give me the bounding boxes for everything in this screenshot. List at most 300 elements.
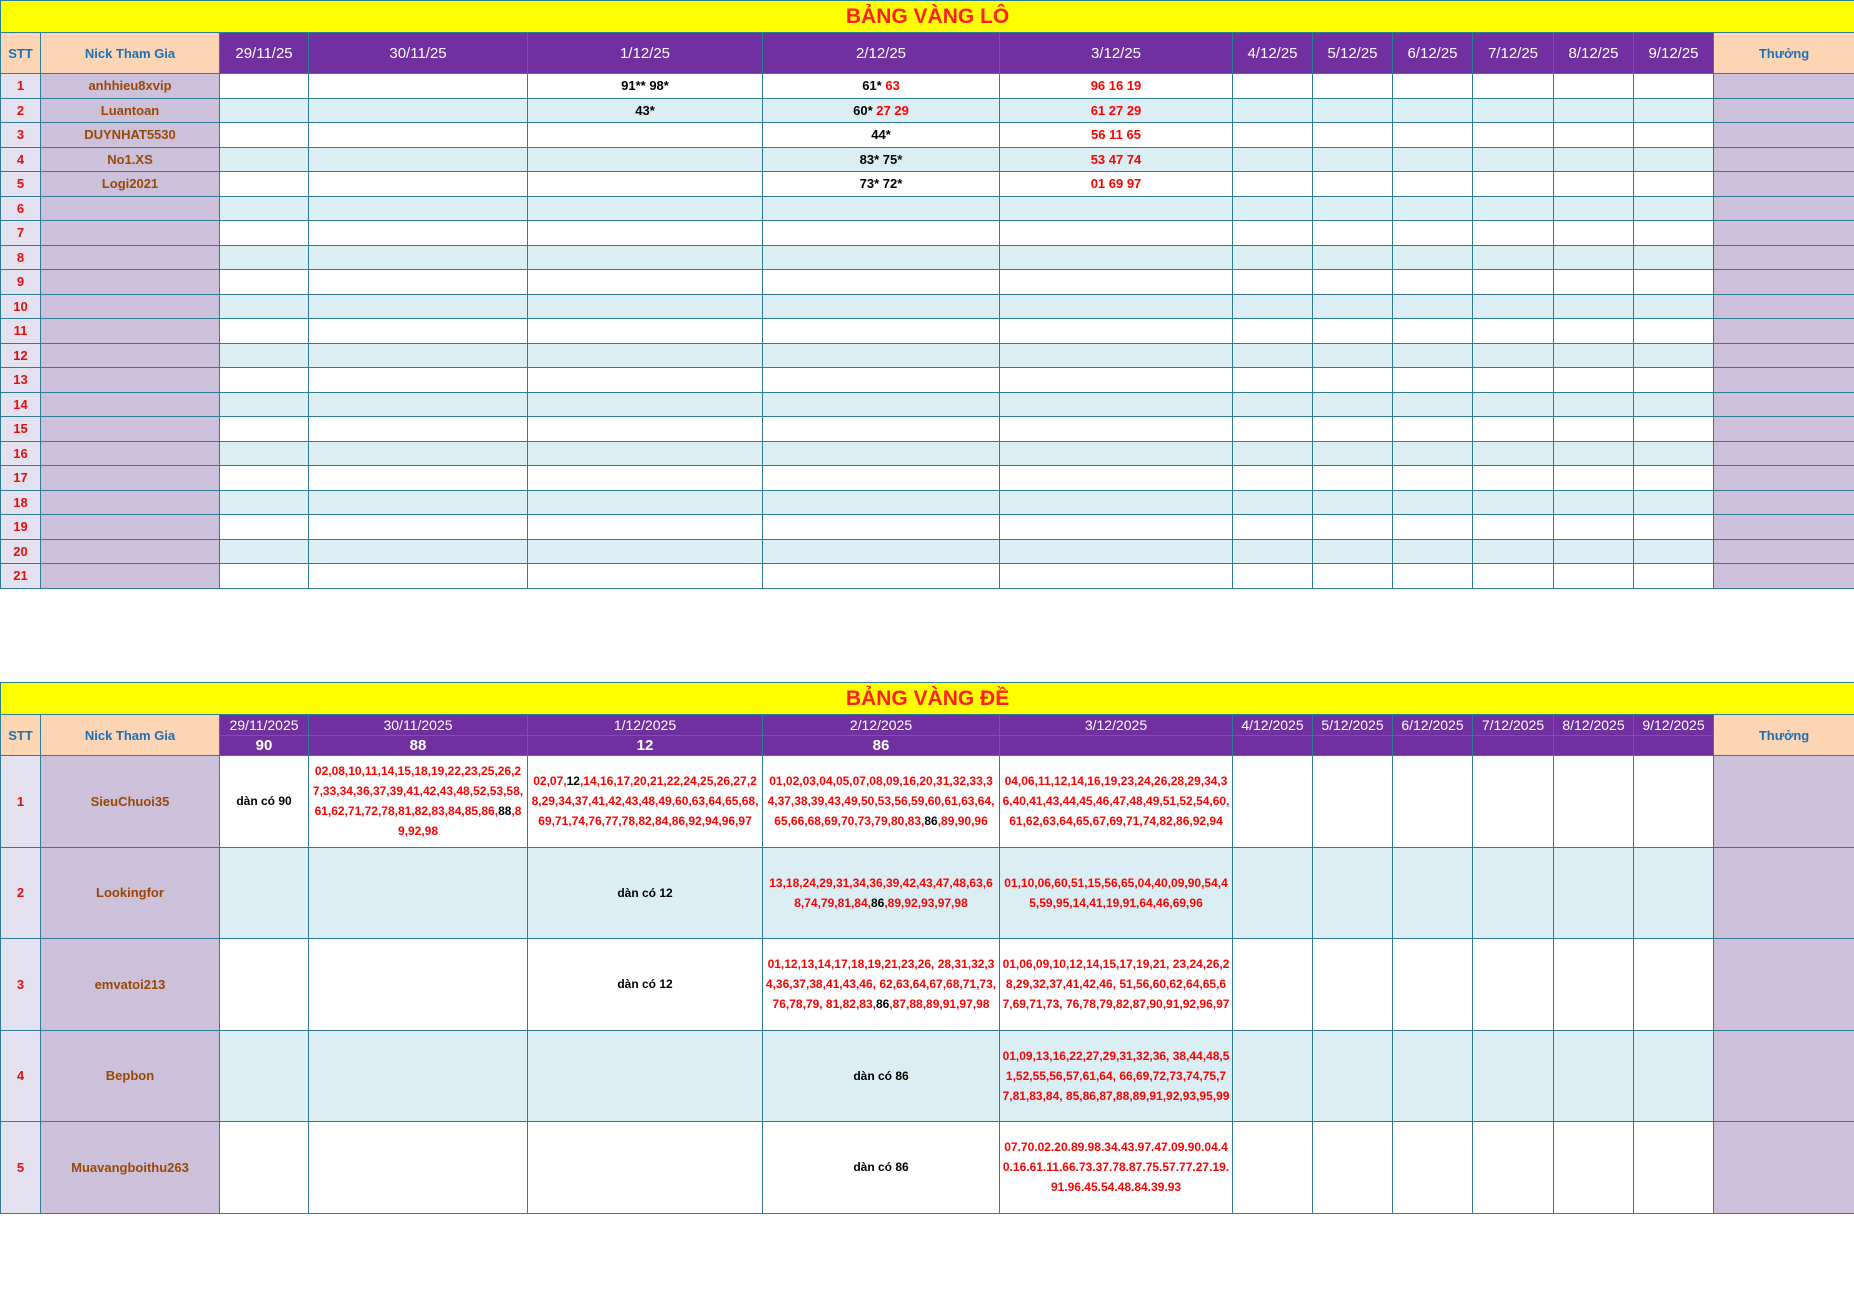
table-cell[interactable] (1233, 417, 1313, 442)
table-cell[interactable] (1313, 756, 1393, 848)
table-cell[interactable] (1634, 939, 1714, 1031)
table-cell[interactable] (1233, 147, 1313, 172)
table-cell[interactable] (220, 221, 309, 246)
table-cell[interactable] (763, 1122, 1000, 1214)
table-cell[interactable] (220, 392, 309, 417)
table-cell[interactable] (1634, 294, 1714, 319)
table-cell[interactable] (1233, 343, 1313, 368)
nick-cell[interactable] (41, 343, 220, 368)
table-cell[interactable] (1233, 1030, 1313, 1122)
reward-cell[interactable] (1714, 490, 1854, 515)
table-cell[interactable] (220, 98, 309, 123)
table-cell[interactable] (220, 270, 309, 295)
table-cell[interactable] (1554, 539, 1634, 564)
table-cell[interactable] (763, 392, 1000, 417)
table-cell[interactable] (1634, 1122, 1714, 1214)
table-cell[interactable] (220, 245, 309, 270)
table-cell[interactable] (1313, 490, 1393, 515)
nick-cell[interactable] (41, 270, 220, 295)
table-cell[interactable] (1554, 196, 1634, 221)
table-cell[interactable] (1233, 564, 1313, 589)
table-cell[interactable] (1393, 172, 1473, 197)
reward-cell[interactable] (1714, 74, 1854, 99)
table-cell[interactable] (1634, 343, 1714, 368)
table-cell[interactable] (1473, 245, 1554, 270)
table-cell[interactable] (1000, 368, 1233, 393)
table-cell[interactable] (1473, 490, 1554, 515)
table-cell[interactable] (528, 417, 763, 442)
nick-cell[interactable]: SieuChuoi35 (41, 756, 220, 848)
table-cell[interactable] (1233, 245, 1313, 270)
table-cell[interactable] (1233, 74, 1313, 99)
table-cell[interactable] (1473, 319, 1554, 344)
table-cell[interactable] (1473, 1122, 1554, 1214)
table-cell[interactable] (1473, 221, 1554, 246)
reward-cell[interactable] (1714, 392, 1854, 417)
table-cell[interactable] (1233, 196, 1313, 221)
table-cell[interactable] (763, 466, 1000, 491)
nick-cell[interactable]: DUYNHAT5530 (41, 123, 220, 148)
table-cell[interactable] (763, 441, 1000, 466)
reward-cell[interactable] (1714, 1030, 1854, 1122)
table-cell[interactable] (1473, 123, 1554, 148)
table-cell[interactable] (1554, 490, 1634, 515)
table-cell[interactable] (1233, 515, 1313, 540)
table-cell[interactable] (309, 490, 528, 515)
table-cell[interactable] (1393, 539, 1473, 564)
table-cell[interactable] (528, 98, 763, 123)
table-cell[interactable] (1313, 196, 1393, 221)
table-cell[interactable] (528, 539, 763, 564)
table-cell[interactable] (1233, 490, 1313, 515)
reward-cell[interactable] (1714, 245, 1854, 270)
nick-cell[interactable] (41, 245, 220, 270)
table-cell[interactable] (1000, 74, 1233, 99)
table-cell[interactable] (220, 368, 309, 393)
table-cell[interactable] (1313, 123, 1393, 148)
reward-cell[interactable] (1714, 1122, 1854, 1214)
table-cell[interactable] (1554, 441, 1634, 466)
table-cell[interactable] (763, 490, 1000, 515)
table-cell[interactable] (1393, 417, 1473, 442)
table-cell[interactable] (1000, 417, 1233, 442)
table-cell[interactable] (1473, 343, 1554, 368)
table-cell[interactable] (1393, 147, 1473, 172)
table-cell[interactable] (1233, 756, 1313, 848)
table-cell[interactable] (220, 466, 309, 491)
table-cell[interactable] (1634, 74, 1714, 99)
table-cell[interactable] (1554, 245, 1634, 270)
table-cell[interactable] (1313, 392, 1393, 417)
table-cell[interactable] (1554, 343, 1634, 368)
table-cell[interactable] (1000, 756, 1233, 848)
table-cell[interactable] (309, 392, 528, 417)
table-cell[interactable] (1554, 1122, 1634, 1214)
table-cell[interactable] (1000, 147, 1233, 172)
table-cell[interactable] (528, 74, 763, 99)
table-cell[interactable] (763, 756, 1000, 848)
table-cell[interactable] (1554, 123, 1634, 148)
reward-cell[interactable] (1714, 98, 1854, 123)
table-cell[interactable] (1634, 368, 1714, 393)
table-cell[interactable] (1393, 515, 1473, 540)
table-cell[interactable] (763, 564, 1000, 589)
table-cell[interactable] (1393, 294, 1473, 319)
table-cell[interactable] (1313, 1122, 1393, 1214)
table-cell[interactable] (1473, 417, 1554, 442)
table-cell[interactable] (1554, 98, 1634, 123)
table-cell[interactable] (309, 221, 528, 246)
table-cell[interactable] (1634, 564, 1714, 589)
table-cell[interactable] (1233, 270, 1313, 295)
table-cell[interactable] (528, 939, 763, 1031)
table-cell[interactable] (1233, 539, 1313, 564)
table-cell[interactable] (1000, 466, 1233, 491)
table-cell[interactable] (1473, 196, 1554, 221)
table-cell[interactable] (763, 74, 1000, 99)
nick-cell[interactable] (41, 539, 220, 564)
table-cell[interactable] (1000, 196, 1233, 221)
table-cell[interactable] (1634, 1030, 1714, 1122)
table-cell[interactable] (1393, 319, 1473, 344)
table-cell[interactable] (1000, 441, 1233, 466)
table-cell[interactable] (220, 417, 309, 442)
table-cell[interactable] (1554, 1030, 1634, 1122)
table-cell[interactable] (220, 1122, 309, 1214)
table-cell[interactable] (763, 539, 1000, 564)
table-cell[interactable] (1473, 294, 1554, 319)
table-cell[interactable] (763, 147, 1000, 172)
table-cell[interactable] (763, 123, 1000, 148)
table-cell[interactable] (1393, 245, 1473, 270)
table-cell[interactable] (1473, 539, 1554, 564)
table-cell[interactable] (528, 1030, 763, 1122)
table-cell[interactable] (763, 221, 1000, 246)
table-cell[interactable] (1313, 417, 1393, 442)
table-cell[interactable] (1554, 939, 1634, 1031)
reward-cell[interactable] (1714, 270, 1854, 295)
table-cell[interactable] (1554, 74, 1634, 99)
table-cell[interactable] (220, 147, 309, 172)
table-cell[interactable] (1473, 466, 1554, 491)
table-cell[interactable] (1393, 847, 1473, 939)
table-cell[interactable] (309, 417, 528, 442)
table-cell[interactable] (1233, 466, 1313, 491)
table-cell[interactable] (1313, 939, 1393, 1031)
table-cell[interactable] (1473, 392, 1554, 417)
nick-cell[interactable] (41, 221, 220, 246)
table-cell[interactable] (220, 1030, 309, 1122)
table-cell[interactable] (1634, 319, 1714, 344)
table-cell[interactable] (1313, 343, 1393, 368)
table-cell[interactable] (528, 196, 763, 221)
nick-cell[interactable] (41, 417, 220, 442)
table-cell[interactable] (1473, 1030, 1554, 1122)
table-cell[interactable] (1233, 939, 1313, 1031)
table-cell[interactable] (1634, 221, 1714, 246)
nick-cell[interactable] (41, 515, 220, 540)
table-cell[interactable] (1554, 147, 1634, 172)
table-cell[interactable] (309, 939, 528, 1031)
table-cell[interactable] (1000, 221, 1233, 246)
table-cell[interactable] (528, 515, 763, 540)
table-cell[interactable] (309, 756, 528, 848)
table-cell[interactable] (1393, 368, 1473, 393)
reward-cell[interactable] (1714, 319, 1854, 344)
table-cell[interactable] (1000, 1122, 1233, 1214)
table-cell[interactable] (1554, 319, 1634, 344)
reward-cell[interactable] (1714, 294, 1854, 319)
table-cell[interactable] (763, 196, 1000, 221)
table-cell[interactable] (528, 466, 763, 491)
table-cell[interactable] (1233, 392, 1313, 417)
table-cell[interactable] (1634, 515, 1714, 540)
nick-cell[interactable] (41, 392, 220, 417)
table-cell[interactable] (309, 123, 528, 148)
table-cell[interactable] (1233, 294, 1313, 319)
table-cell[interactable] (528, 368, 763, 393)
table-cell[interactable] (1634, 98, 1714, 123)
nick-cell[interactable] (41, 319, 220, 344)
reward-cell[interactable] (1714, 221, 1854, 246)
reward-cell[interactable] (1714, 756, 1854, 848)
table-cell[interactable] (1634, 270, 1714, 295)
table-cell[interactable] (309, 564, 528, 589)
table-cell[interactable] (1554, 466, 1634, 491)
table-cell[interactable] (309, 847, 528, 939)
table-cell[interactable] (763, 1030, 1000, 1122)
reward-cell[interactable] (1714, 343, 1854, 368)
table-cell[interactable] (1313, 466, 1393, 491)
table-cell[interactable] (1233, 847, 1313, 939)
table-cell[interactable] (220, 756, 309, 848)
table-cell[interactable] (1473, 564, 1554, 589)
table-cell[interactable] (528, 490, 763, 515)
reward-cell[interactable] (1714, 847, 1854, 939)
table-cell[interactable] (309, 441, 528, 466)
table-cell[interactable] (1554, 270, 1634, 295)
table-cell[interactable] (1473, 368, 1554, 393)
table-cell[interactable] (528, 847, 763, 939)
reward-cell[interactable] (1714, 123, 1854, 148)
nick-cell[interactable] (41, 490, 220, 515)
reward-cell[interactable] (1714, 564, 1854, 589)
table-cell[interactable] (1000, 939, 1233, 1031)
table-cell[interactable] (309, 515, 528, 540)
table-cell[interactable] (309, 368, 528, 393)
table-cell[interactable] (763, 98, 1000, 123)
table-cell[interactable] (1634, 147, 1714, 172)
table-cell[interactable] (1634, 466, 1714, 491)
table-cell[interactable] (1233, 441, 1313, 466)
table-cell[interactable] (309, 466, 528, 491)
table-cell[interactable] (220, 564, 309, 589)
reward-cell[interactable] (1714, 368, 1854, 393)
table-cell[interactable] (1473, 441, 1554, 466)
table-cell[interactable] (528, 319, 763, 344)
nick-cell[interactable] (41, 294, 220, 319)
table-cell[interactable] (1000, 270, 1233, 295)
nick-cell[interactable] (41, 368, 220, 393)
table-cell[interactable] (1313, 221, 1393, 246)
table-cell[interactable] (309, 196, 528, 221)
table-cell[interactable] (1554, 172, 1634, 197)
table-cell[interactable] (1634, 196, 1714, 221)
table-cell[interactable] (309, 270, 528, 295)
table-cell[interactable] (1393, 756, 1473, 848)
table-cell[interactable] (1393, 98, 1473, 123)
nick-cell[interactable] (41, 466, 220, 491)
table-cell[interactable] (1473, 147, 1554, 172)
table-cell[interactable] (763, 270, 1000, 295)
table-cell[interactable] (1634, 245, 1714, 270)
table-cell[interactable] (763, 417, 1000, 442)
table-cell[interactable] (763, 368, 1000, 393)
table-cell[interactable] (528, 245, 763, 270)
table-cell[interactable] (528, 270, 763, 295)
table-cell[interactable] (220, 515, 309, 540)
table-cell[interactable] (1473, 74, 1554, 99)
table-cell[interactable] (309, 172, 528, 197)
table-cell[interactable] (1313, 74, 1393, 99)
table-cell[interactable] (1393, 939, 1473, 1031)
table-cell[interactable] (528, 343, 763, 368)
reward-cell[interactable] (1714, 441, 1854, 466)
table-cell[interactable] (1313, 172, 1393, 197)
table-cell[interactable] (1393, 196, 1473, 221)
table-cell[interactable] (1634, 441, 1714, 466)
table-cell[interactable] (763, 343, 1000, 368)
table-cell[interactable] (1233, 98, 1313, 123)
table-cell[interactable] (1233, 172, 1313, 197)
table-cell[interactable] (309, 74, 528, 99)
reward-cell[interactable] (1714, 466, 1854, 491)
table-cell[interactable] (528, 392, 763, 417)
table-cell[interactable] (1000, 343, 1233, 368)
table-cell[interactable] (309, 98, 528, 123)
table-cell[interactable] (1000, 123, 1233, 148)
table-cell[interactable] (220, 172, 309, 197)
table-cell[interactable] (309, 343, 528, 368)
table-cell[interactable] (1473, 270, 1554, 295)
table-cell[interactable] (1313, 441, 1393, 466)
table-cell[interactable] (220, 441, 309, 466)
table-cell[interactable] (1393, 270, 1473, 295)
table-cell[interactable] (528, 172, 763, 197)
table-cell[interactable] (528, 221, 763, 246)
table-cell[interactable] (309, 147, 528, 172)
table-cell[interactable] (1313, 270, 1393, 295)
table-cell[interactable] (220, 939, 309, 1031)
table-cell[interactable] (1233, 123, 1313, 148)
table-cell[interactable] (1634, 123, 1714, 148)
table-cell[interactable] (1393, 392, 1473, 417)
table-cell[interactable] (1393, 466, 1473, 491)
table-cell[interactable] (1000, 245, 1233, 270)
table-cell[interactable] (1393, 123, 1473, 148)
table-cell[interactable] (1233, 1122, 1313, 1214)
table-cell[interactable] (1473, 756, 1554, 848)
table-cell[interactable] (1393, 343, 1473, 368)
nick-cell[interactable]: No1.XS (41, 147, 220, 172)
nick-cell[interactable]: Lookingfor (41, 847, 220, 939)
reward-cell[interactable] (1714, 147, 1854, 172)
reward-cell[interactable] (1714, 196, 1854, 221)
table-cell[interactable] (309, 294, 528, 319)
table-cell[interactable] (1554, 564, 1634, 589)
table-cell[interactable] (763, 515, 1000, 540)
table-cell[interactable] (1554, 221, 1634, 246)
table-cell[interactable] (1000, 294, 1233, 319)
table-cell[interactable] (1473, 98, 1554, 123)
table-cell[interactable] (1313, 515, 1393, 540)
table-cell[interactable] (763, 172, 1000, 197)
table-cell[interactable] (763, 939, 1000, 1031)
table-cell[interactable] (1554, 847, 1634, 939)
table-cell[interactable] (1634, 172, 1714, 197)
table-cell[interactable] (1313, 245, 1393, 270)
reward-cell[interactable] (1714, 515, 1854, 540)
table-cell[interactable] (1634, 847, 1714, 939)
table-cell[interactable] (1473, 515, 1554, 540)
reward-cell[interactable] (1714, 939, 1854, 1031)
table-cell[interactable] (1313, 539, 1393, 564)
table-cell[interactable] (1554, 417, 1634, 442)
table-cell[interactable] (309, 1030, 528, 1122)
table-cell[interactable] (220, 343, 309, 368)
table-cell[interactable] (763, 847, 1000, 939)
nick-cell[interactable]: anhhieu8xvip (41, 74, 220, 99)
nick-cell[interactable] (41, 196, 220, 221)
reward-cell[interactable] (1714, 172, 1854, 197)
table-cell[interactable] (1554, 515, 1634, 540)
table-cell[interactable] (1000, 515, 1233, 540)
table-cell[interactable] (1634, 490, 1714, 515)
table-cell[interactable] (1634, 417, 1714, 442)
table-cell[interactable] (1473, 847, 1554, 939)
table-cell[interactable] (1393, 441, 1473, 466)
table-cell[interactable] (1000, 539, 1233, 564)
table-cell[interactable] (1554, 392, 1634, 417)
table-cell[interactable] (1000, 392, 1233, 417)
nick-cell[interactable] (41, 441, 220, 466)
table-cell[interactable] (528, 441, 763, 466)
nick-cell[interactable] (41, 564, 220, 589)
table-cell[interactable] (309, 245, 528, 270)
table-cell[interactable] (1313, 1030, 1393, 1122)
table-cell[interactable] (1313, 847, 1393, 939)
table-cell[interactable] (1393, 1122, 1473, 1214)
table-cell[interactable] (1393, 221, 1473, 246)
table-cell[interactable] (1473, 939, 1554, 1031)
table-cell[interactable] (1313, 147, 1393, 172)
table-cell[interactable] (1313, 564, 1393, 589)
table-cell[interactable] (763, 319, 1000, 344)
table-cell[interactable] (528, 756, 763, 848)
table-cell[interactable] (1313, 368, 1393, 393)
table-cell[interactable] (309, 539, 528, 564)
table-cell[interactable] (528, 294, 763, 319)
table-cell[interactable] (1313, 294, 1393, 319)
reward-cell[interactable] (1714, 539, 1854, 564)
table-cell[interactable] (1000, 1030, 1233, 1122)
table-cell[interactable] (1393, 490, 1473, 515)
table-cell[interactable] (1000, 172, 1233, 197)
table-cell[interactable] (309, 1122, 528, 1214)
table-cell[interactable] (220, 74, 309, 99)
table-cell[interactable] (1233, 221, 1313, 246)
table-cell[interactable] (220, 847, 309, 939)
